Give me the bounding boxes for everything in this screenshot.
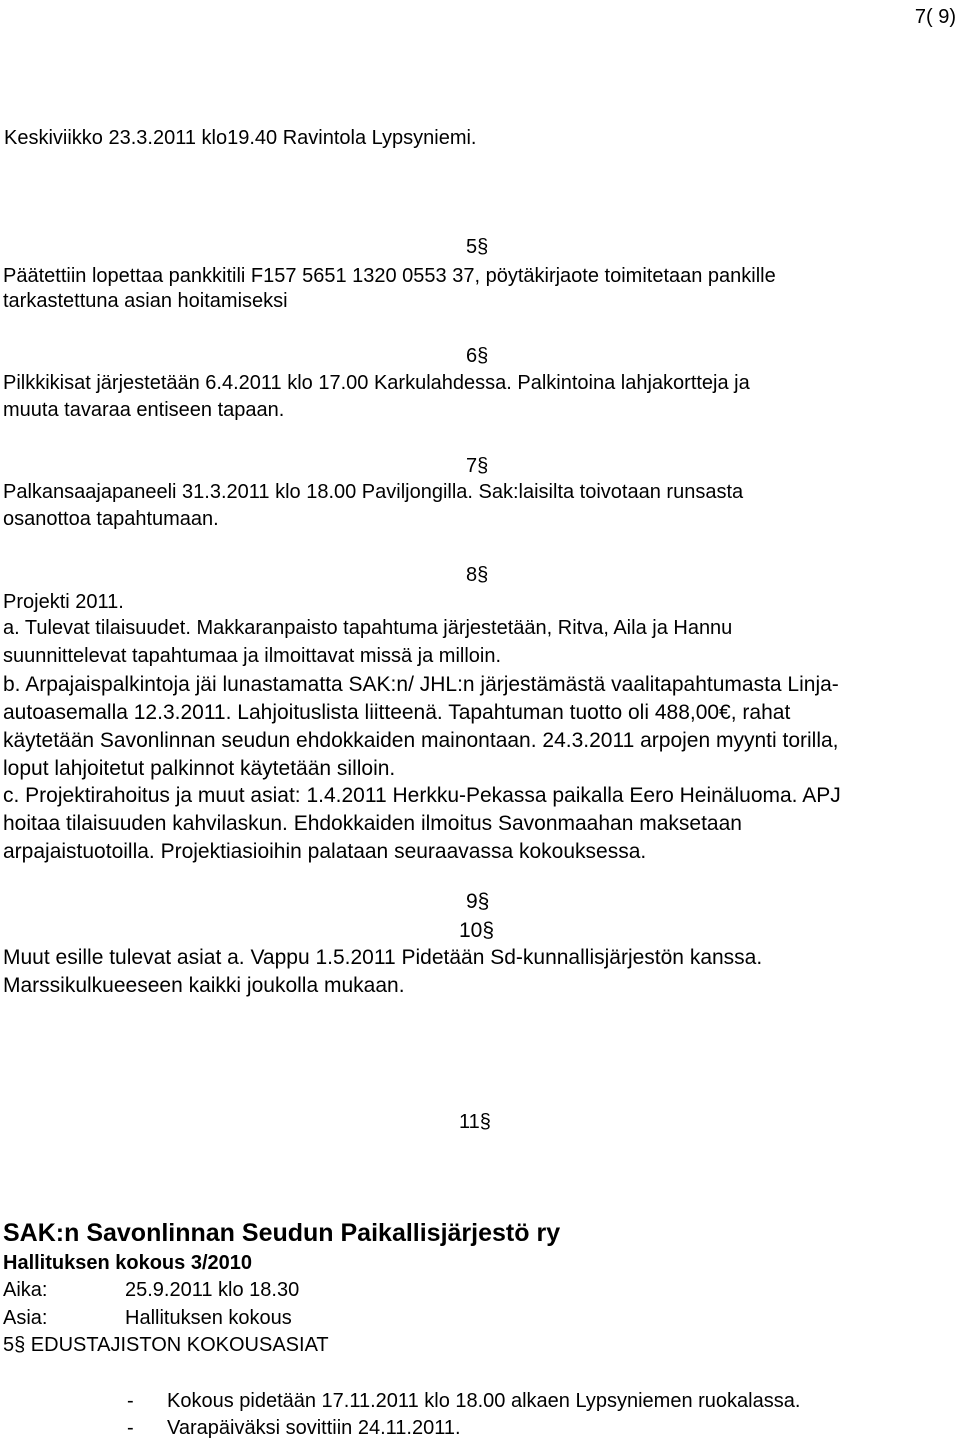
meeting-time-label: Aika: [3,1279,48,1301]
section-6-line-1: Pilkkikisat järjestetään 6.4.2011 klo 17.00 Karkulahdessa. Palkintoina lahjakortteja ja [3,372,750,394]
section-8-b-line-2: autoasemalla 12.3.2011. Lahjoituslista liitteenä. Tapahtuman tuotto oli 488,00€, rahat [3,701,791,724]
meeting-time-value: 25.9.2011 klo 18.30 [125,1279,300,1301]
section-7-line-2: osanottoa tapahtumaan. [3,508,219,530]
section-8-c-line-2: hoitaa tilaisuuden kahvilaskun. Ehdokkaiden ilmoitus Savonmaahan maksetaan [3,812,742,835]
section-9-number: 9§ [466,890,490,913]
intro-line: Keskiviikko 23.3.2011 klo19.40 Ravintola Lypsyniemi. [4,127,477,149]
section-8-title: Projekti 2011. [3,591,124,613]
list-item [127,1391,800,1411]
section-8-c-line-3: arpajaistuotoilla. Projektiasioihin palataan seuraavassa kokouksessa. [3,840,647,863]
section-10-line-1: Muut esille tulevat asiat a. Vappu 1.5.2011 Pidetään Sd-kunnallisjärjestön kanssa. [3,946,763,969]
bullet-text: Kokous pidetään 17.11.2011 klo 18.00 alkaen Lypsyniemen ruokalassa. [167,1390,801,1412]
section-8-number: 8§ [466,564,489,586]
section-7-line-1: Palkansaajapaneeli 31.3.2011 klo 18.00 Paviljongilla. Sak:laisilta toivotaan runsasta [3,481,744,503]
section-5-line-1: Päätettiin lopettaa pankkitili F157 5651 1320 0553 37, pöytäkirjaote toimitetaan pankille [3,265,776,287]
section-5-number: 5§ [466,236,489,258]
section-11-number: 11§ [459,1111,491,1133]
section-8-b-line-1: b. Arpajaispalkintoja jäi lunastamatta SAK:n/ JHL:n järjestämästä vaalitapahtumasta Linja- [3,673,839,696]
list-item [127,1418,461,1438]
meeting-topic-value: Hallituksen kokous [125,1307,292,1329]
section-10-line-2: Marssikulkueeseen kaikki joukolla mukaan. [3,974,405,997]
section-8-c-line-1: c. Projektirahoitus ja muut asiat: 1.4.2011 Herkku-Pekassa paikalla Eero Heinäluoma. APJ [3,784,841,807]
section-6-number: 6§ [466,345,489,367]
section-8-a-line-1: a. Tulevat tilaisuudet. Makkaranpaisto tapahtuma järjestetään, Ritva, Aila ja Hannu [3,617,733,639]
meeting-title: Hallituksen kokous 3/2010 [3,1252,253,1274]
bullet-text: Varapäiväksi sovittiin 24.11.2011. [167,1417,461,1439]
agenda-section-heading: 5§ EDUSTAJISTON KOKOUSASIAT [3,1334,329,1356]
section-5-line-2: tarkastettuna asian hoitamiseksi [3,290,288,312]
section-8-a-line-2: suunnittelevat tapahtumaa ja ilmoittavat missä ja milloin. [3,645,502,667]
bullet-dash: - [127,1390,134,1412]
section-8-b-line-3: käytetään Savonlinnan seudun ehdokkaiden mainontaan. 24.3.2011 arpojen myynti torilla, [3,729,839,752]
section-10-number: 10§ [459,919,495,942]
page-number: 7( 9) [914,6,956,28]
organization-title: SAK:n Savonlinnan Seudun Paikallisjärjestö ry [3,1219,561,1247]
section-8-b-line-4: loput lahjoitetut palkinnot käytetään silloin. [3,757,396,780]
meeting-topic-label: Asia: [3,1307,48,1329]
meeting-topic [3,1308,292,1328]
section-6-line-2: muuta tavaraa entiseen tapaan. [3,399,285,421]
bullet-dash: - [127,1417,134,1439]
section-7-number: 7§ [466,455,489,477]
meeting-time [3,1280,299,1300]
